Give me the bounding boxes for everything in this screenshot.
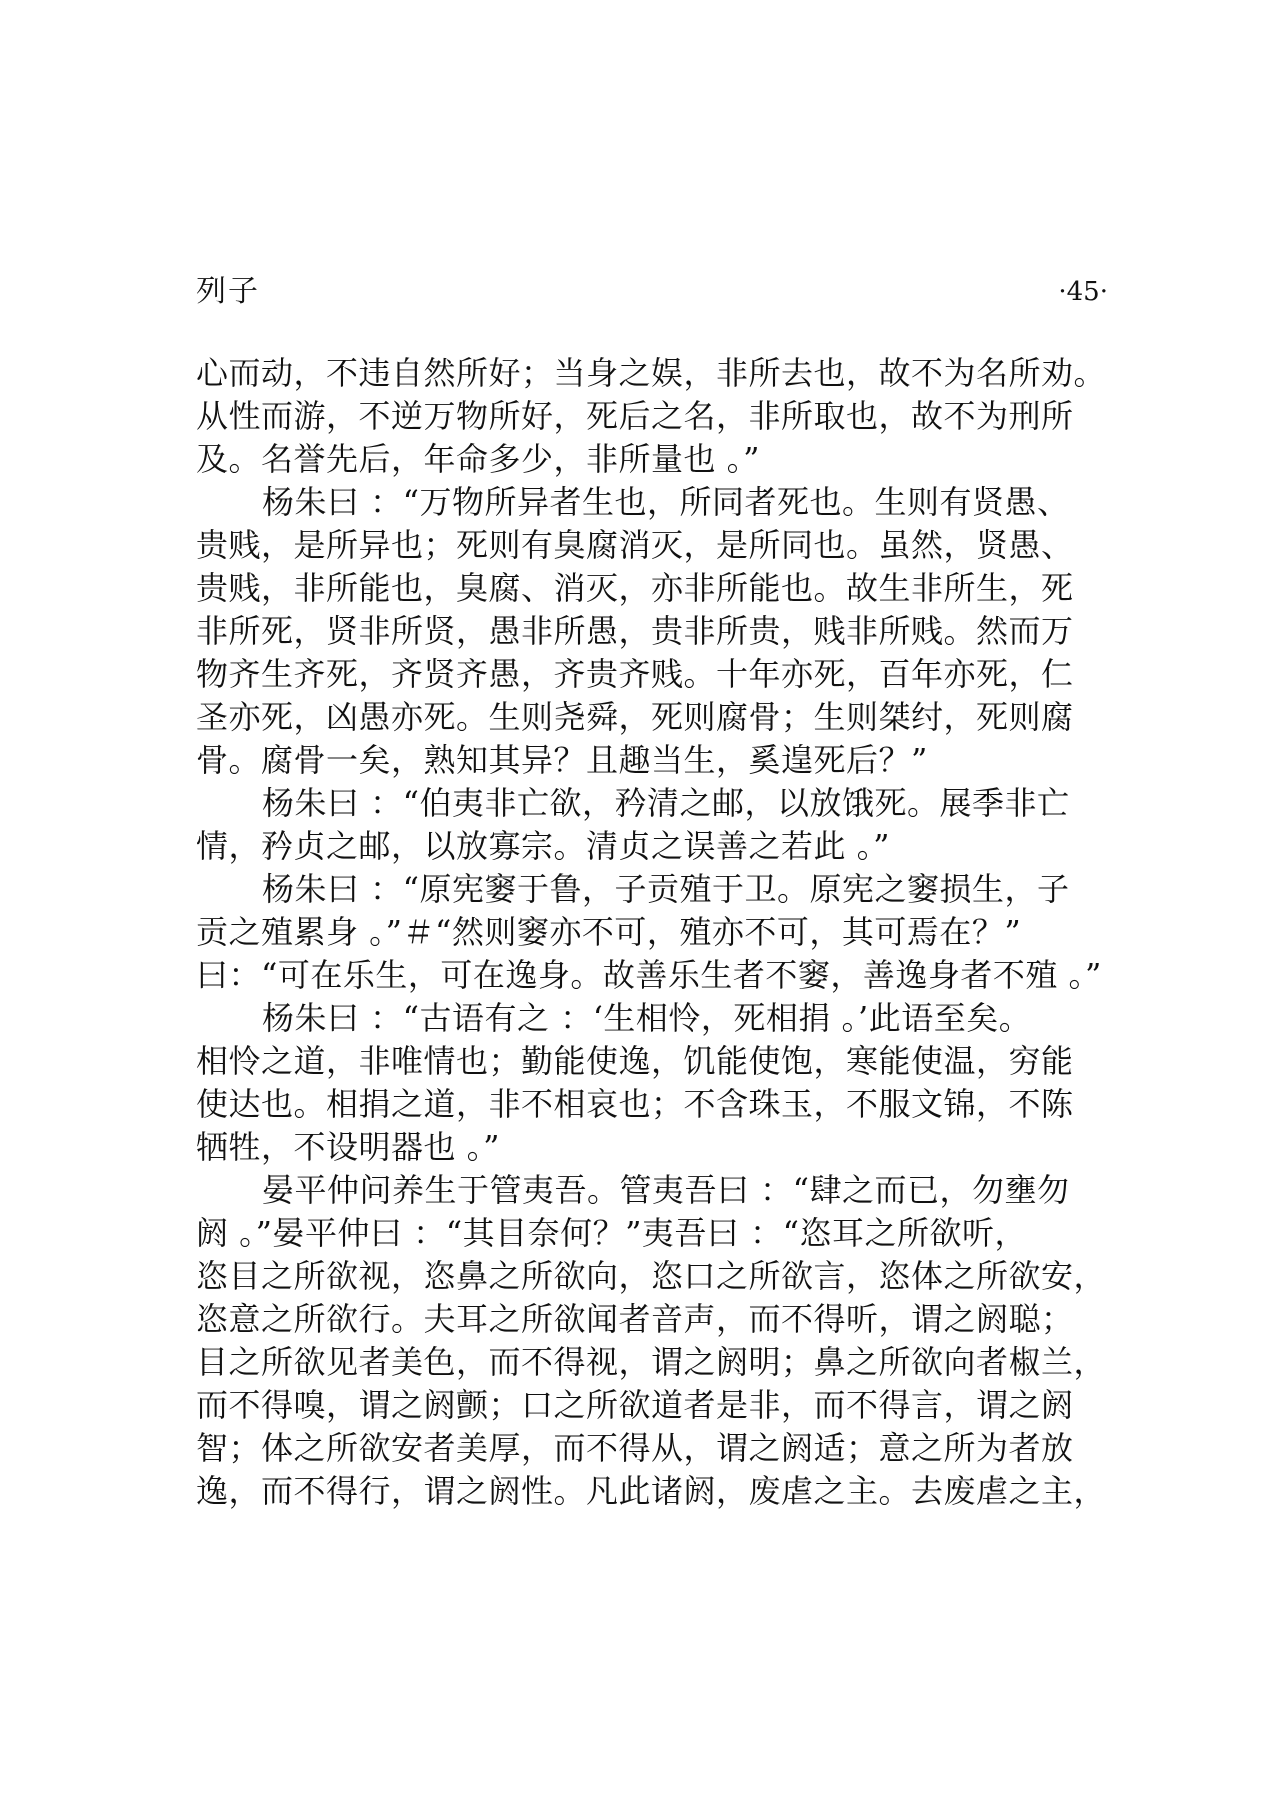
text-line: 目之所欲见者美色，而不得视，谓之阏明；鼻之所欲向者椒兰， [196,1343,1107,1381]
text-line: 非所死，贤非所贤，愚非所愚，贵非所贵，贱非所贱。然而万 [196,612,1074,650]
text-line: 使达也。相捐之道，非不相哀也；不含珠玉，不服文锦，不陈 [196,1085,1074,1123]
text-line: 恣意之所欲行。夫耳之所欲闻者音声，而不得听，谓之阏聪； [196,1300,1074,1338]
book-title: 列子 [196,274,260,309]
text-line: 智；体之所欲安者美厚，而不得从，谓之阏适；意之所为者放 [196,1429,1074,1467]
text-line: 贡之殖累身 。”＃“然则窭亦不可，殖亦不可，其可焉在？” [196,913,1022,951]
page-number: ·45· [1058,277,1108,307]
text-line: 而不得嗅，谓之阏颤；口之所欲道者是非，而不得言，谓之阏 [196,1386,1074,1424]
text-line: 阏 。”晏平仲曰 ：“其目奈何？”夷吾曰 ：“恣耳之所欲听， [196,1214,1027,1252]
text-line: 逸，而不得行，谓之阏性。凡此诸阏，废虐之主。去废虐之主， [196,1472,1107,1510]
text-line: 贵贱，是所异也；死则有臭腐消灭，是所同也。虽然，贤愚、 [196,526,1074,564]
body-text [196,352,1108,1513]
text-line-paragraph-start: 杨朱曰 ：“古语有之 ：‘生相怜，死相捐 。’此语至矣。 [262,999,1032,1037]
text-line-paragraph-start: 晏平仲问养生于管夷吾。管夷吾曰 ：“肆之而已，勿壅勿 [262,1171,1070,1209]
text-line-paragraph-start: 杨朱曰 ：“原宪窭于鲁，子贡殖于卫。原宪之窭损生，子 [262,870,1070,908]
text-line-paragraph-start: 杨朱曰 ：“万物所异者生也，所同者死也。生则有贤愚、 [262,483,1070,521]
text-line: 相怜之道，非唯情也；勤能使逸，饥能使饱，寒能使温，穷能 [196,1042,1074,1080]
text-line: 情，矜贞之邮，以放寡宗。清贞之误善之若此 。” [196,827,891,865]
text-line: 曰：“可在乐生，可在逸身。故善乐生者不窭，善逸身者不殖 。” [196,956,1102,994]
text-line: 圣亦死，凶愚亦死。生则尧舜，死则腐骨；生则桀纣，死则腐 [196,698,1074,736]
text-line: 心而动，不违自然所好；当身之娱，非所去也，故不为名所劝。 [196,354,1107,392]
text-line: 从性而游，不逆万物所好，死后之名，非所取也，故不为刑所 [196,397,1074,435]
text-line: 牺牲，不设明器也 。” [196,1128,501,1166]
text-line: 恣目之所欲视，恣鼻之所欲向，恣口之所欲言，恣体之所欲安， [196,1257,1107,1295]
text-line: 骨。腐骨一矣，熟知其异？且趣当生，奚遑死后？” [196,741,928,779]
text-line-paragraph-start: 杨朱曰 ：“伯夷非亡欲，矜清之邮，以放饿死。展季非亡 [262,784,1070,822]
text-line: 物齐生齐死，齐贤齐愚，齐贵齐贱。十年亦死，百年亦死，仁 [196,655,1074,693]
running-head [196,272,1108,312]
text-line: 及。名誉先后，年命多少，非所量也 。” [196,440,761,478]
text-line: 贵贱，非所能也，臭腐、消灭，亦非所能也。故生非所生，死 [196,569,1074,607]
